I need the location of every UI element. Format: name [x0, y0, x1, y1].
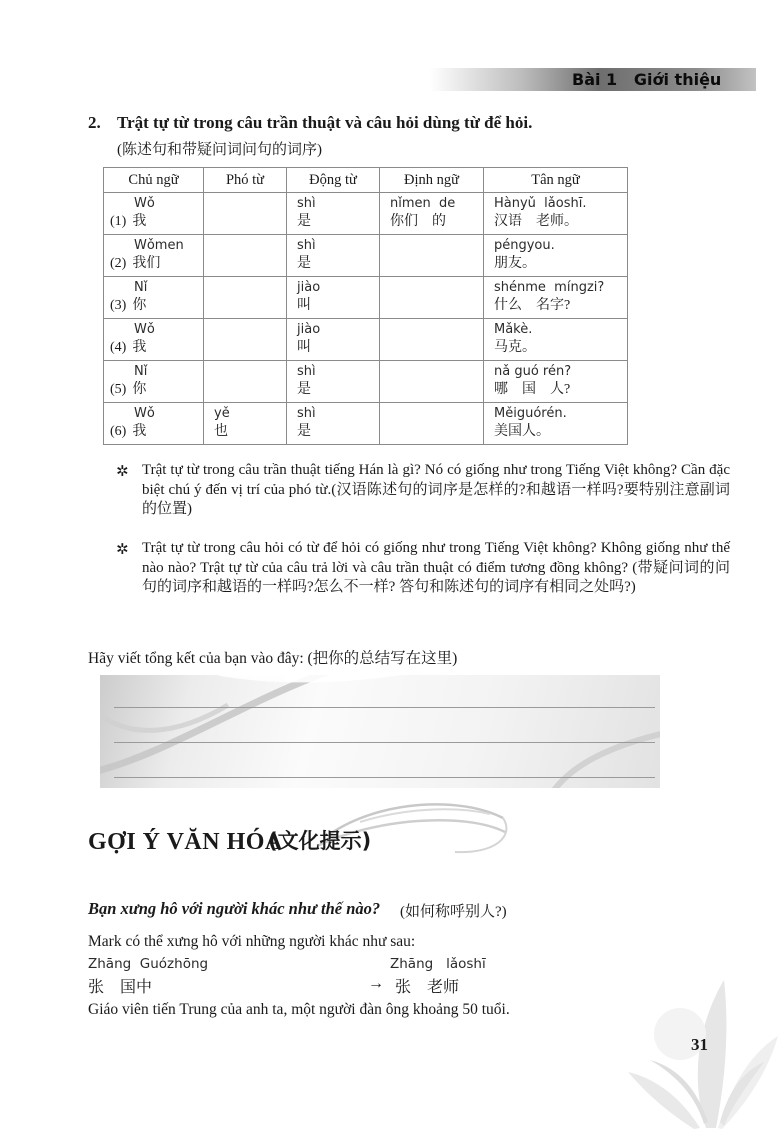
row-number: (5) [110, 382, 127, 397]
page-number: 31 [691, 1035, 708, 1054]
table-cell [104, 403, 204, 445]
hanzi: 你们 的 [390, 214, 446, 229]
table-cell [380, 235, 484, 277]
hanzi: 哪 国 人? [494, 382, 571, 397]
table-cell [287, 235, 380, 277]
hanzi: 是 [297, 382, 311, 397]
section-title: Trật tự từ trong câu trần thuật và câu hỏi dùng từ để hỏi. [117, 113, 533, 132]
col-header-verb: Động từ [287, 168, 380, 193]
note-bullet-1 [116, 461, 730, 520]
chapter-header-band: Bài 1 Giới thiệu [430, 68, 756, 91]
hanzi: 我 [132, 424, 147, 439]
hanzi-line [104, 380, 203, 399]
col-header-adverb: Phó từ [204, 168, 287, 193]
pinyin [380, 277, 483, 279]
pinyin: Nǐ [134, 280, 148, 295]
pinyin: nǎ guó rén? [494, 364, 572, 379]
pinyin: yě [214, 406, 230, 421]
table-cell [380, 319, 484, 361]
hanzi-line [104, 212, 203, 231]
hanzi: 朋友。 [494, 256, 536, 271]
pinyin: Nǐ [134, 364, 148, 379]
pinyin [380, 361, 483, 363]
table-cell [204, 403, 287, 445]
hanzi: 也 [214, 424, 228, 439]
pinyin: nǐmen de [390, 196, 456, 211]
pinyin: shì [297, 196, 316, 211]
table-cell [484, 403, 628, 445]
hanzi: 汉语 老师。 [494, 214, 578, 229]
table-cell [484, 319, 628, 361]
hanzi: 叫 [297, 298, 311, 313]
col-header-subject: Chủ ngữ [104, 168, 204, 193]
section-subtitle-chinese: (陈述句和带疑问词问句的词序) [117, 142, 322, 158]
table-cell [204, 361, 287, 403]
table-row [104, 403, 628, 445]
hanzi: 是 [297, 256, 311, 271]
table-cell [380, 403, 484, 445]
table-cell [287, 193, 380, 235]
pinyin: shì [297, 406, 316, 421]
pinyin: Hànyǔ lǎoshī. [494, 196, 587, 211]
hanzi: 什么 名字? [494, 298, 571, 313]
table-cell [104, 361, 204, 403]
hanzi: 是 [297, 424, 311, 439]
hanzi: 我 [132, 340, 147, 355]
culture-section-heading-chinese: (文化提示) [268, 829, 372, 853]
col-header-attributive: Định ngữ [380, 168, 484, 193]
hanzi: 马克。 [494, 340, 536, 355]
hanzi: 我们 [132, 256, 161, 271]
table-cell [380, 361, 484, 403]
pinyin: Wǒ [134, 322, 155, 337]
hanzi-line [104, 254, 203, 273]
table-cell [380, 277, 484, 319]
asterisk-icon: ✲ [116, 540, 129, 558]
table-cell [204, 277, 287, 319]
culture-section-heading: GỢI Ý VĂN HÓA [88, 829, 283, 855]
pinyin: jiào [297, 280, 321, 295]
pinyin: shì [297, 238, 316, 253]
culture-question: Bạn xưng hô với người khác như thế nào? [88, 899, 381, 918]
ruled-line [114, 707, 655, 708]
table-header-row [104, 168, 628, 193]
pinyin [204, 277, 286, 279]
pinyin [204, 361, 286, 363]
table-cell [484, 361, 628, 403]
pinyin: shì [297, 364, 316, 379]
swirl-decoration [100, 675, 660, 788]
table-cell [287, 277, 380, 319]
table-row [104, 319, 628, 361]
col-header-object: Tân ngữ [484, 168, 628, 193]
table-row [104, 235, 628, 277]
table-cell [104, 235, 204, 277]
table-cell [380, 193, 484, 235]
table-cell [287, 403, 380, 445]
hanzi-line [104, 338, 203, 357]
pinyin: Wǒmen [134, 238, 184, 253]
pinyin: shénme míngzi? [494, 280, 605, 295]
culture-question-chinese: (如何称呼别人?) [400, 904, 507, 920]
table-cell [104, 277, 204, 319]
asterisk-icon: ✲ [116, 462, 129, 480]
note-text: Trật tự từ trong câu trần thuật tiếng Hán là gì? Nó có giống như trong Tiếng Việt không? Cần đặc biệt chú ý đến vị trí của phó từ.(汉语陈述句的词序是怎样的?和越语一样吗?要特别注意副词的位置) [142, 462, 730, 517]
table-row [104, 277, 628, 319]
hanzi: 你 [132, 298, 147, 313]
pinyin [204, 235, 286, 237]
pinyin: péngyou. [494, 238, 555, 253]
row-number: (4) [110, 340, 127, 355]
table-cell [484, 193, 628, 235]
table-cell [484, 277, 628, 319]
name-from-pinyin: Zhāng Guózhōng [88, 956, 209, 972]
note-text: Trật tự từ trong câu hỏi có từ để hỏi có giống như trong Tiếng Việt không? Không giống như thế nào nào? Trật tự từ của câu trả lời và câu trần thuật có điểm tương đồng không? (带疑问词的问句的词序和越语的一样吗?怎么不一样? 答句和陈述句的词序有相同之处吗?) [142, 540, 730, 595]
summary-prompt: Hãy viết tổng kết của bạn vào đây: (把你的总结写在这里) [88, 650, 458, 667]
pinyin [380, 319, 483, 321]
ruled-line [114, 742, 655, 743]
table-cell [104, 319, 204, 361]
arrow-icon: → [368, 975, 384, 992]
row-number: (1) [110, 214, 127, 229]
pinyin [204, 319, 286, 321]
table-cell [104, 193, 204, 235]
word-order-table [103, 167, 628, 445]
culture-intro: Mark có thể xưng hô với những người khác như sau: [88, 933, 416, 950]
pinyin [380, 235, 483, 237]
section-number: 2. [88, 113, 101, 132]
writing-area [100, 675, 660, 788]
name-from-hanzi: 张 国中 [88, 979, 153, 996]
table-cell [204, 319, 287, 361]
hanzi: 你 [132, 382, 147, 397]
table-cell [484, 235, 628, 277]
pinyin: Wǒ [134, 406, 155, 421]
hanzi: 美国人。 [494, 424, 550, 439]
pinyin [380, 403, 483, 405]
pinyin: Mǎkè. [494, 322, 533, 337]
name-to-hanzi: 张 老师 [395, 979, 460, 996]
ruled-line [114, 777, 655, 778]
pinyin [204, 193, 286, 195]
row-number: (6) [110, 424, 127, 439]
pinyin: Měiguórén. [494, 406, 567, 421]
name-to-pinyin: Zhāng lǎoshī [390, 956, 486, 972]
hanzi-line [104, 296, 203, 315]
table-row [104, 361, 628, 403]
hanzi: 是 [297, 214, 311, 229]
hanzi: 我 [132, 214, 147, 229]
table-cell [204, 193, 287, 235]
table-cell [287, 319, 380, 361]
pinyin: Wǒ [134, 196, 155, 211]
row-number: (2) [110, 256, 127, 271]
pinyin: jiào [297, 322, 321, 337]
hanzi: 叫 [297, 340, 311, 355]
hanzi-line [104, 422, 203, 441]
table-row [104, 193, 628, 235]
note-bullet-2 [116, 539, 730, 598]
table-cell [204, 235, 287, 277]
culture-caption: Giáo viên tiến Trung của anh ta, một người đàn ông khoảng 50 tuổi. [88, 1001, 510, 1018]
table-cell [287, 361, 380, 403]
row-number: (3) [110, 298, 127, 313]
